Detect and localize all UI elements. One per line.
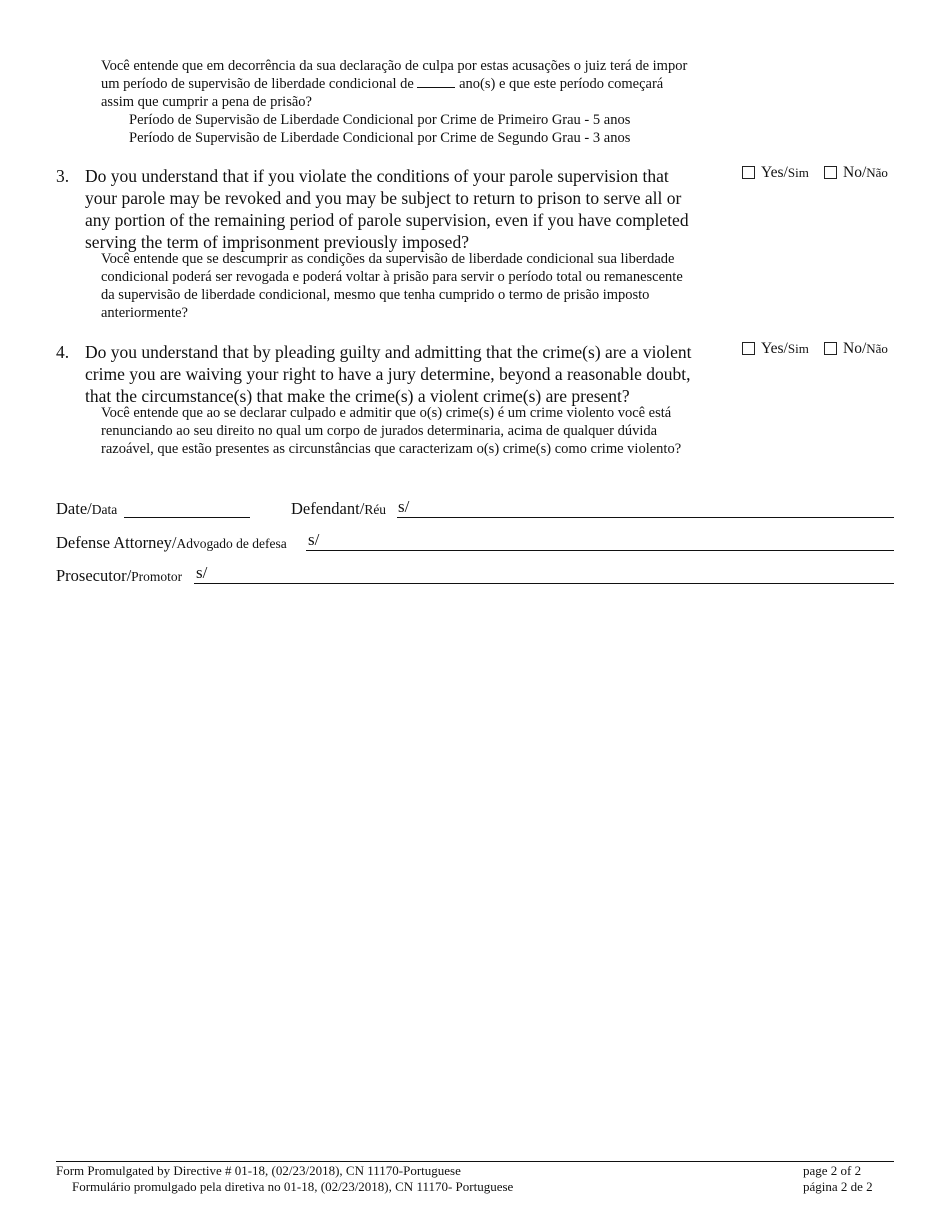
intro-line-2-after: ano(s) e que este período começará — [459, 76, 664, 92]
defense-attorney-label — [56, 533, 287, 554]
defendant-label — [291, 499, 386, 520]
intro-line-2 — [101, 75, 741, 93]
question-4-yes-label — [761, 340, 809, 358]
question-4-en-line: that the circumstance(s) that make the crime(s) a violent crime(s) are present? — [85, 386, 630, 406]
yes-label-pt: Sim — [787, 165, 809, 180]
no-label-en: No/ — [843, 340, 867, 357]
yes-label-pt: Sim — [787, 341, 809, 356]
intro-option-2: Período de Supervisão de Liberdade Condicional por Crime de Segundo Grau - 3 anos — [129, 130, 631, 146]
question-3-number: 3. — [56, 166, 70, 186]
question-3-en-line: any portion of the remaining period of parole supervision, even if you have completed — [85, 210, 689, 230]
date-label-en: Date/ — [56, 499, 92, 518]
defendant-signature: s/ — [398, 497, 410, 516]
date-label-pt: Data — [91, 502, 118, 517]
question-4-yes-checkbox[interactable] — [742, 342, 755, 355]
no-label-pt: Não — [866, 165, 888, 180]
question-3-pt-line: anteriormente? — [101, 305, 188, 321]
question-4-pt-line: razoável, que estão presentes as circunstâncias que caracterizam o(s) crime(s) como crime violento? — [101, 441, 682, 457]
no-label-pt: Não — [866, 341, 888, 356]
defense-attorney-signature-field[interactable] — [306, 550, 894, 551]
footer-page-en: page 2 of 2 — [803, 1163, 862, 1178]
question-3-no-label — [843, 164, 888, 182]
question-4-no-checkbox[interactable] — [824, 342, 837, 355]
defendant-label-pt: Réu — [364, 502, 387, 517]
question-4-en-line: crime you are waiving your right to have a jury determine, beyond a reasonable doubt, — [85, 364, 691, 384]
prosecutor-signature-field[interactable] — [194, 583, 894, 584]
footer-form-en: Form Promulgated by Directive # 01-18, (02/23/2018), CN 11170-Portuguese — [56, 1163, 461, 1178]
footer-form-pt: Formulário promulgado pela diretiva no 01-18, (02/23/2018), CN 11170- Portuguese — [72, 1179, 514, 1194]
intro-option-1: Período de Supervisão de Liberdade Condicional por Crime de Primeiro Grau - 5 anos — [129, 112, 631, 128]
question-3-yes-checkbox[interactable] — [742, 166, 755, 179]
intro-line-2-before: um período de supervisão de liberdade condicional de — [101, 76, 414, 92]
prosecutor-label-en: Prosecutor/ — [56, 566, 132, 585]
defendant-signature-field[interactable] — [397, 517, 894, 518]
question-3-pt-line: Você entende que se descumprir as condições da supervisão de liberdade condicional sua liberdade — [101, 251, 675, 267]
question-4-number: 4. — [56, 342, 70, 362]
intro-line-1: Você entende que em decorrência da sua declaração de culpa por estas acusações o juiz terá de impor — [101, 58, 688, 74]
footer-page-pt: página 2 de 2 — [803, 1179, 873, 1194]
question-4-no-label — [843, 340, 888, 358]
question-3-yes-label — [761, 164, 809, 182]
yes-label-en: Yes/ — [761, 340, 788, 357]
question-3-en-line: your parole may be revoked and you may be subject to return to prison to serve all or — [85, 188, 682, 208]
question-4-pt-line: Você entende que ao se declarar culpado e admitir que o(s) crime(s) é um crime violento você está — [101, 405, 672, 421]
question-3-pt-line: condicional poderá ser revogada e poderá voltar à prisão para servir o período total ou remanescente — [101, 269, 683, 285]
intro-line-3: assim que cumprir a pena de prisão? — [101, 94, 312, 110]
defense-attorney-signature: s/ — [308, 530, 320, 549]
prosecutor-label — [56, 566, 182, 587]
footer-rule — [56, 1161, 894, 1162]
attorney-label-pt: Advogado de defesa — [176, 536, 287, 551]
question-4-pt-line: renunciando ao seu direito no qual um corpo de jurados determinaria, acima de qualquer dúvida — [101, 423, 658, 439]
date-label — [56, 499, 117, 520]
question-3-no-checkbox[interactable] — [824, 166, 837, 179]
question-3-en-line: Do you understand that if you violate the conditions of your parole supervision that — [85, 166, 669, 186]
date-field[interactable] — [124, 517, 250, 518]
prosecutor-signature: s/ — [196, 563, 208, 582]
attorney-label-en: Defense Attorney/ — [56, 533, 177, 552]
question-3-english — [85, 165, 740, 253]
defendant-label-en: Defendant/ — [291, 499, 365, 518]
prosecutor-label-pt: Promotor — [131, 569, 183, 584]
question-3-pt-line: da supervisão de liberdade condicional, mesmo que tenha cumprido o termo de prisão imposto — [101, 287, 650, 303]
yes-label-en: Yes/ — [761, 164, 788, 181]
question-3-en-line: serving the term of imprisonment previously imposed? — [85, 232, 469, 252]
no-label-en: No/ — [843, 164, 867, 181]
years-blank[interactable] — [417, 75, 455, 88]
question-4-english — [85, 341, 740, 407]
question-3-portuguese — [101, 250, 741, 322]
intro-portuguese — [101, 57, 741, 147]
question-4-portuguese — [101, 404, 741, 458]
question-4-en-line: Do you understand that by pleading guilty and admitting that the crime(s) are a violent — [85, 342, 692, 362]
